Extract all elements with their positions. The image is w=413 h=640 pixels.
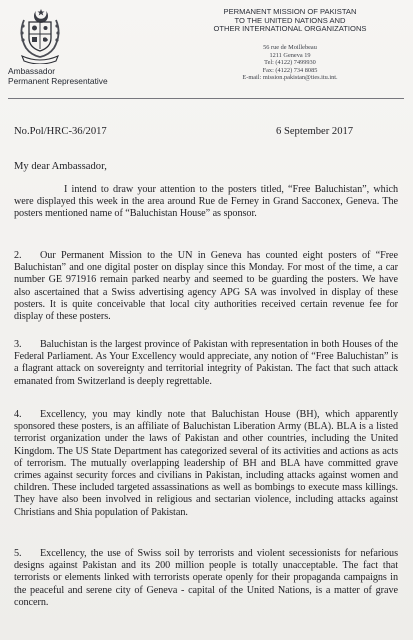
paragraph-2-number: 2. [14, 250, 22, 261]
mission-line-3: OTHER INTERNATIONAL ORGANIZATIONS [213, 24, 367, 34]
paragraph-1-text: I intend to draw your attention to the posters titled, “Free Baluchistan”, which were displayed this week in the area around Rue de Ferney in Grand Sacconex, Geneva. The posters mentioned name of “Baluchistan House” as sponsor. [14, 184, 398, 220]
signatory-title [8, 66, 108, 86]
paragraph-5-number: 5. [14, 548, 22, 559]
paragraph-3-number: 3. [14, 339, 22, 350]
paragraph-5-text: Excellency, the use of Swiss soil by terrorists and violent secessionists for nefarious designs against Pakistan and its 200 million people is totally unacceptable. The fact that terrorists or elements linked with terrorists operate openly for their propaganda campaigns in the peaceful and serene city of Geneva - capital of the United Nations, is a matter of grave concern. [14, 548, 398, 608]
paragraph-3 [14, 339, 398, 388]
paragraph-2 [14, 250, 398, 323]
paragraph-4-text: Excellency, you may kindly note that Baluchistan House (BH), which apparently sponsored these posters, is an affiliate of Baluchistan Liberation Army (BLA). BLA is a listed terrorist organization under the laws of Pakistan and other countries, including the United Kingdom. The US State Department has categorized several of its activities and actions as acts of terrorism. The mutually overlapping leadership of BH and BLA have committed grave crimes against security forces and civilians in Pakistan, including attacks against women and children. These included targeted assassinations as well as bombings to execute mass killings. They have also been involved in religious and sectarian violence, including attacks against Christians and Shia population of Pakistan. [14, 409, 398, 518]
paragraph-2-text: Our Permanent Mission to the UN in Geneva has counted eight posters of “Free Baluchistan” and one digital poster on display since this Monday. For most of the time, a car number GE 971916 remain parked nearby and seemed to be guarding the posters. We have also ascertained that a Swiss advertising agency APG SA was involved in display of these posters. It is quite conceivable that local city authorities received certain revenue fee for display of these posters. [14, 250, 398, 323]
state-emblem-icon [14, 8, 66, 64]
mission-name [200, 8, 380, 34]
mission-address [200, 44, 380, 82]
address-telephone: Tel: (4122) 7499930 [264, 59, 316, 67]
letter-date: 6 September 2017 [276, 126, 354, 137]
address-street: 56 rue de Moillebeau [263, 44, 317, 51]
salutation: My dear Ambassador, [14, 161, 107, 172]
address-email: E-mail: mission.pakistan@ties.itu.int. [242, 74, 338, 82]
address-city: 1211 Geneva 19 [269, 51, 311, 59]
reference-number: No.Pol/HRC-36/2017 [14, 126, 107, 137]
paragraph-3-text: Baluchistan is the largest province of Pakistan with representation in both Houses of the Federal Parliament. As Your Excellency would appreciate, any notion of “Free Baluchistan” is a flagrant attack on sovereignty and territorial integrity of Pakistan. The fact that such attack emanated from Switzerland is deeply regrettable. [14, 339, 398, 387]
address-fax: Fax: (4122) 734 8085 [262, 66, 318, 74]
title-line-ambassador: Ambassador [8, 66, 56, 76]
title-line-permanent-representative: Permanent Representative [8, 76, 108, 86]
paragraph-4-number: 4. [14, 409, 22, 420]
paragraph-4 [14, 409, 398, 519]
mission-line-2: TO THE UNITED NATIONS AND [234, 15, 346, 25]
paragraph-1 [14, 184, 398, 221]
paragraph-5 [14, 548, 398, 609]
letterhead-divider [8, 98, 404, 99]
mission-line-1: PERMANENT MISSION OF PAKISTAN [223, 7, 357, 16]
